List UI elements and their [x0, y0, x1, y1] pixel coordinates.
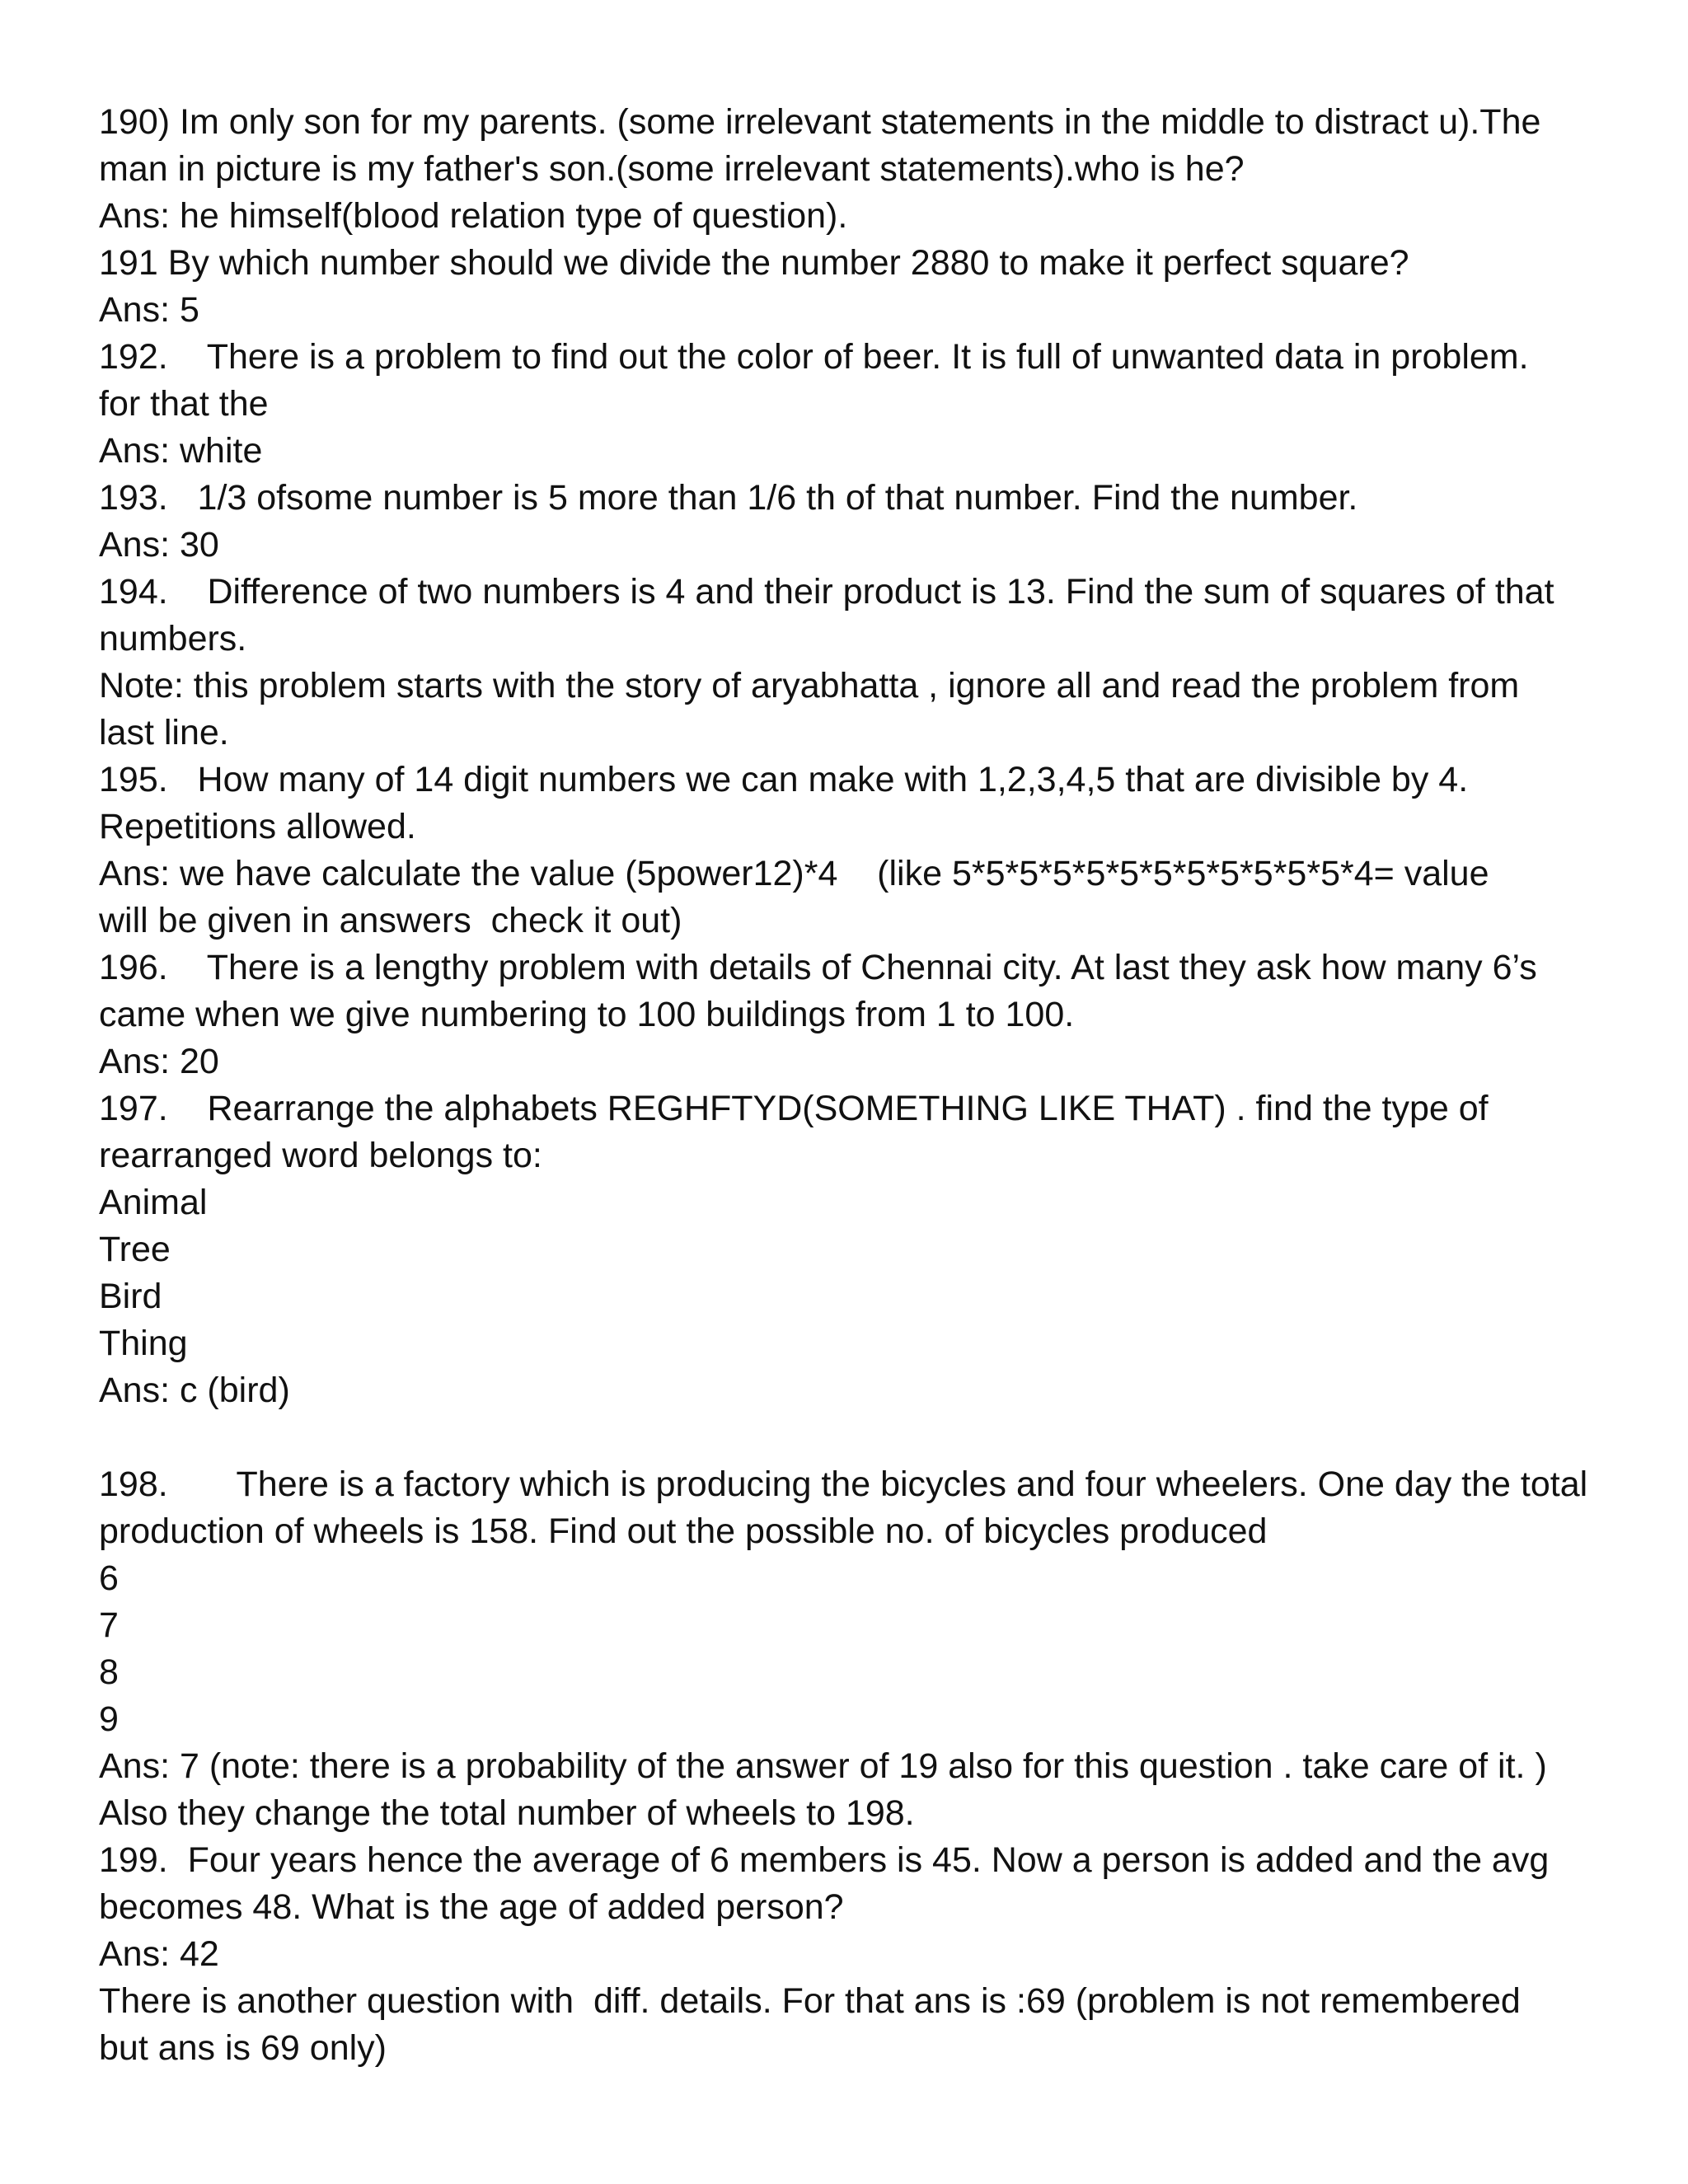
text-line: production of wheels is 158. Find out the possible no. of bicycles produced	[99, 1511, 1268, 1551]
text-line: 195. How many of 14 digit numbers we can make with 1,2,3,4,5 that are divisible by 4.	[99, 760, 1469, 799]
text-line: 190) Im only son for my parents. (some irrelevant statements in the middle to distract u).The	[99, 102, 1541, 142]
text-line: man in picture is my father's son.(some irrelevant statements).who is he?	[99, 149, 1245, 189]
text-line: Ans: 7 (note: there is a probability of the answer of 19 also for this question . take care of it. )	[99, 1746, 1547, 1786]
text-line: for that the	[99, 384, 269, 424]
text-line: last line.	[99, 713, 229, 752]
text-line: 8	[99, 1652, 119, 1692]
text-line: 197. Rearrange the alphabets REGHFTYD(SOMETHING LIKE THAT) . find the type of	[99, 1089, 1489, 1128]
text-line: becomes 48. What is the age of added person?	[99, 1887, 844, 1927]
text-line: Bird	[99, 1277, 162, 1316]
text-line: Note: this problem starts with the story of aryabhatta , ignore all and read the problem from	[99, 666, 1520, 705]
text-line: Ans: he himself(blood relation type of question).	[99, 196, 848, 236]
text-line: Ans: 20	[99, 1042, 219, 1081]
text-line: 7	[99, 1605, 119, 1645]
text-line: 194. Difference of two numbers is 4 and their product is 13. Find the sum of squares of that	[99, 572, 1554, 612]
text-line: There is another question with diff. details. For that ans is :69 (problem is not remembered	[99, 1981, 1521, 2021]
text-line: Animal	[99, 1183, 208, 1222]
text-line: 6	[99, 1558, 119, 1598]
text-line: Ans: c (bird)	[99, 1371, 290, 1410]
text-line: will be given in answers check it out)	[99, 901, 682, 940]
text-line: came when we give numbering to 100 buildings from 1 to 100.	[99, 995, 1075, 1034]
blank-line	[99, 1414, 1624, 1461]
text-line: Ans: 5	[99, 290, 199, 330]
text-line: numbers.	[99, 619, 247, 658]
text-line: but ans is 69 only)	[99, 2028, 387, 2068]
text-line: Ans: we have calculate the value (5power12)*4 (like 5*5*5*5*5*5*5*5*5*5*5*5*4= value	[99, 854, 1489, 893]
text-line: 199. Four years hence the average of 6 members is 45. Now a person is added and the avg	[99, 1840, 1550, 1880]
document-body	[99, 99, 1624, 2072]
text-line: Ans: white	[99, 431, 263, 471]
text-line: Tree	[99, 1230, 171, 1269]
text-line: Thing	[99, 1324, 188, 1363]
text-line: 192. There is a problem to find out the color of beer. It is full of unwanted data in problem.	[99, 337, 1529, 377]
text-line: Also they change the total number of wheels to 198.	[99, 1793, 915, 1833]
text-line: 9	[99, 1699, 119, 1739]
text-line: rearranged word belongs to:	[99, 1136, 542, 1175]
text-line: 196. There is a lengthy problem with details of Chennai city. At last they ask how many 6’s	[99, 948, 1537, 987]
text-line: 191 By which number should we divide the number 2880 to make it perfect square?	[99, 243, 1409, 283]
text-line: Ans: 42	[99, 1934, 219, 1974]
text-line: Repetitions allowed.	[99, 807, 416, 846]
text-line: 198. There is a factory which is producing the bicycles and four wheelers. One day the total	[99, 1465, 1588, 1504]
text-line: 193. 1/3 ofsome number is 5 more than 1/6 th of that number. Find the number.	[99, 478, 1358, 518]
text-line: Ans: 30	[99, 525, 219, 565]
